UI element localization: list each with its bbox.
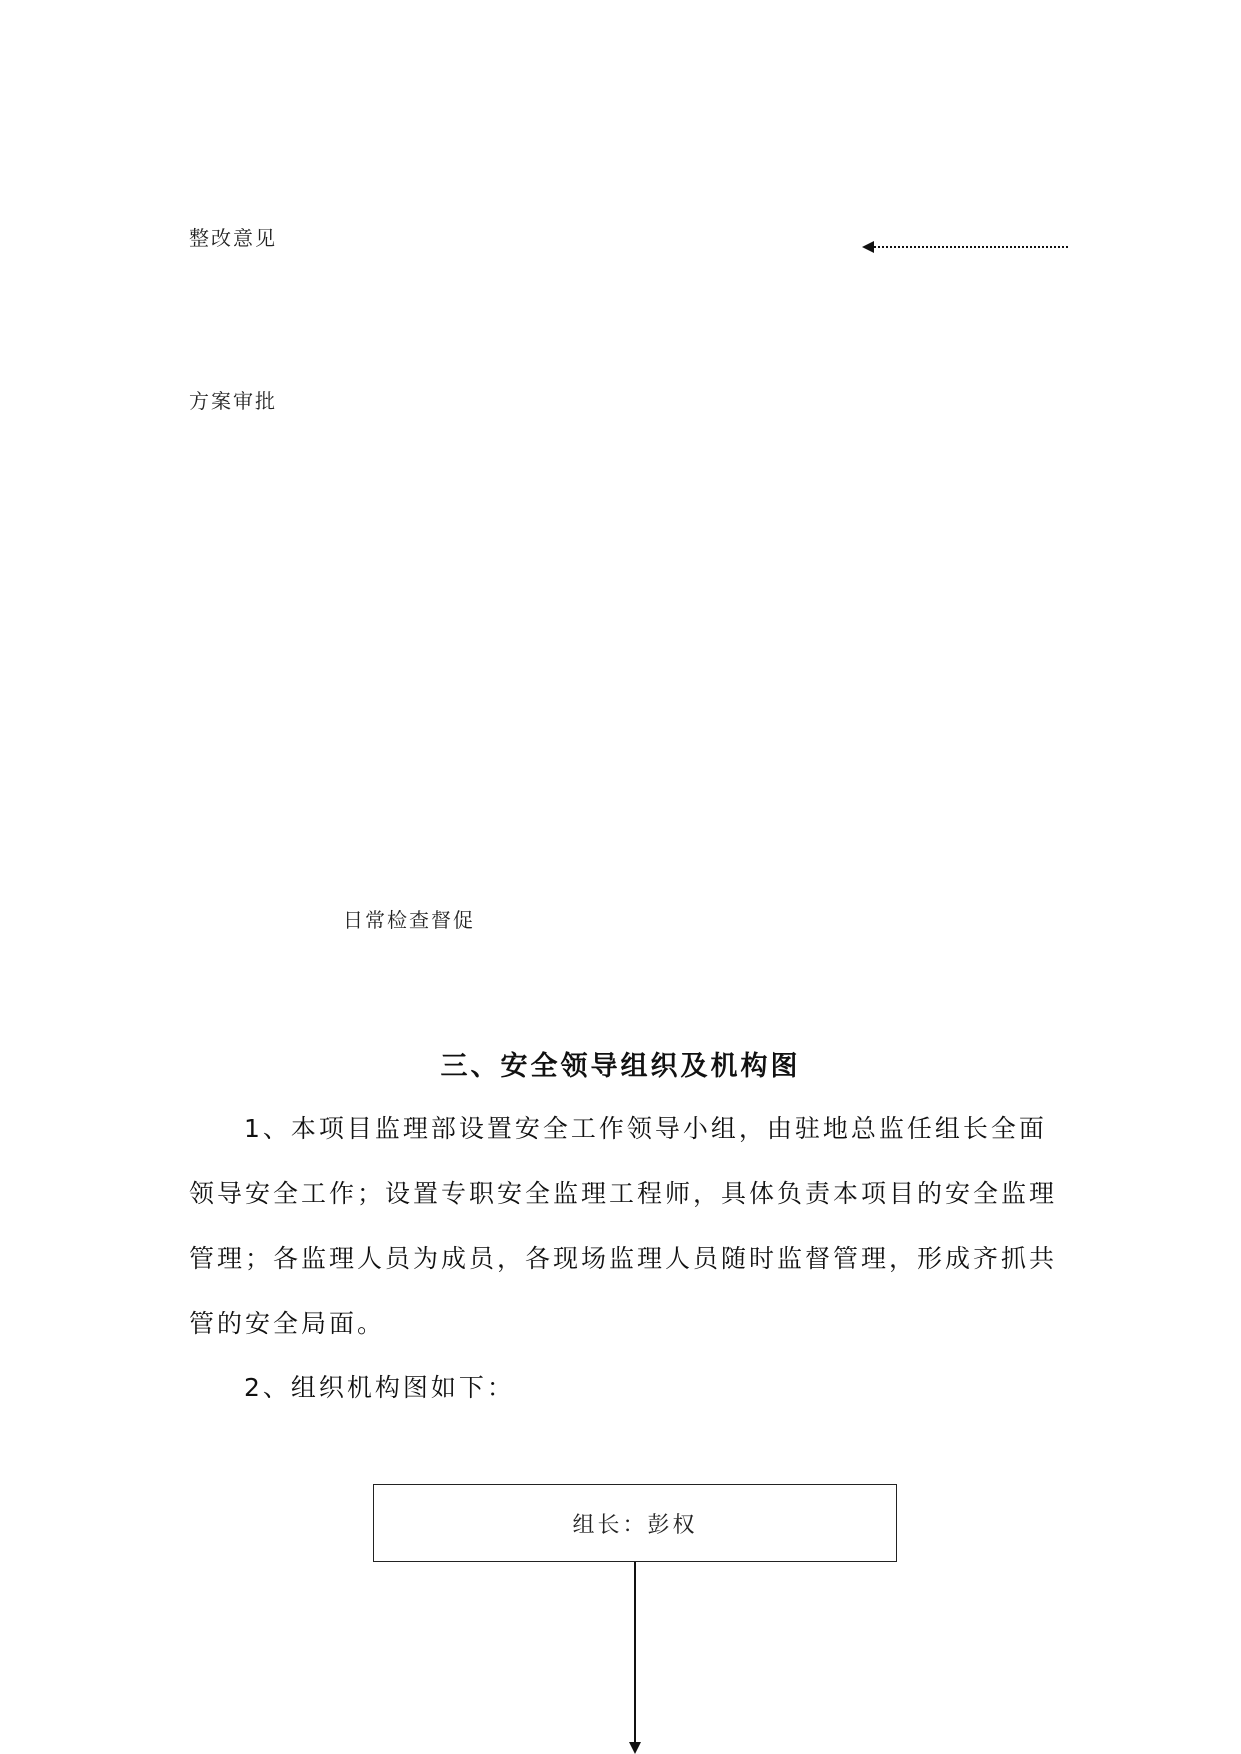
label-rectify-opinion: 整改意见 [189,226,277,250]
paragraph-leadership: 1、本项目监理部设置安全工作领导小组，由驻地总监任组长全面领导安全工作；设置专职安全监理工程师，具体负责本项目的安全监理管理；各监理人员为成员，各现场监理人员随时监督管理，形成齐抓共管的安全局面。 [189,1114,1058,1338]
section-heading: 三、安全领导组织及机构图 [440,1051,801,1082]
leader-label: 组长：彭权 [572,1512,698,1538]
label-daily-inspection: 日常检查督促 [343,908,475,932]
dotted-left-arrow-icon [862,240,1072,254]
paragraph-org-chart-intro: 2、组织机构图如下： [244,1373,515,1402]
org-chart-leader-box [373,1484,897,1562]
down-arrow-connector-icon [625,1562,645,1754]
label-plan-approval: 方案审批 [189,389,277,413]
